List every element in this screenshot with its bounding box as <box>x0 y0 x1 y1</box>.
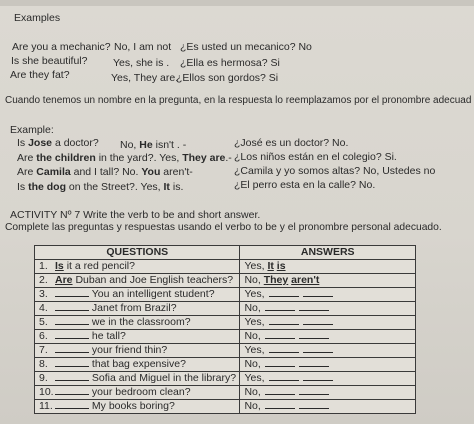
example-es-1: ¿Es usted un mecanico? No <box>180 41 312 53</box>
question-cell: 2. Are Duban and Joe English teachers? <box>35 274 240 288</box>
table-row <box>35 260 416 274</box>
verb-blank[interactable] <box>299 358 329 367</box>
question-cell[interactable]: 8. that bag expensive? <box>35 358 240 372</box>
page-edge <box>0 0 474 6</box>
pronoun-blank[interactable] <box>265 302 295 311</box>
verb-blank[interactable] <box>55 330 89 339</box>
answer-cell[interactable]: Yes, <box>240 372 416 386</box>
activity-title: ACTIVITY Nº 7 Write the verb to be and short answer. <box>10 209 261 221</box>
example-a-1: No, I am not <box>114 41 172 53</box>
question-cell[interactable]: 6. he tall? <box>35 330 240 344</box>
answer-cell[interactable]: No, <box>240 400 416 414</box>
table-row <box>35 274 416 288</box>
pronoun-blank[interactable] <box>269 344 299 353</box>
table-row <box>35 358 416 372</box>
answer-cell[interactable]: No, <box>240 358 416 372</box>
answer-cell[interactable]: No, <box>240 386 416 400</box>
example-q-2: Is she beautiful? <box>11 55 88 67</box>
example2-es-4: ¿El perro esta en la calle? No. <box>234 179 376 191</box>
verb-blank[interactable] <box>55 372 89 381</box>
table-row <box>35 330 416 344</box>
example2-row-2: Are the children in the yard?. Yes, They are.- <box>17 152 232 164</box>
answer-cell[interactable]: Yes, It is <box>240 260 416 274</box>
pronoun-blank[interactable] <box>265 400 295 409</box>
verb-blank[interactable] <box>299 386 329 395</box>
example2-row-3: Are Camila and I tall? No. You aren't- <box>17 166 193 178</box>
example-a-2: Yes, she is . <box>113 57 170 69</box>
questions-answers-table <box>34 245 416 414</box>
example-a-3: Yes, They are. <box>111 72 179 84</box>
verb-blank[interactable] <box>299 400 329 409</box>
table-row <box>35 386 416 400</box>
verb-blank[interactable] <box>303 344 333 353</box>
table-row <box>35 302 416 316</box>
example2-es-3: ¿Camila y yo somos altas? No, Ustedes no <box>234 165 436 177</box>
example2-row-1: Is Jose a doctor? <box>17 137 99 149</box>
verb-blank[interactable] <box>299 302 329 311</box>
table-row <box>35 316 416 330</box>
table-row <box>35 372 416 386</box>
answer-cell[interactable]: Yes, <box>240 344 416 358</box>
verb-blank[interactable] <box>55 386 89 395</box>
verb-blank[interactable] <box>299 330 329 339</box>
pronoun-blank[interactable] <box>265 358 295 367</box>
example2-row-4: Is the dog on the Street?. Yes, It is. <box>17 181 184 193</box>
question-cell[interactable]: 3. You an intelligent student? <box>35 288 240 302</box>
question-cell[interactable]: 10. your bedroom clean? <box>35 386 240 400</box>
question-cell[interactable]: 9. Sofia and Miguel in the library? <box>35 372 240 386</box>
question-cell[interactable]: 11. My books boring? <box>35 400 240 414</box>
example-es-3: ¿Ellos son gordos? Si <box>176 72 279 84</box>
verb-blank[interactable] <box>55 344 89 353</box>
pronoun-blank[interactable] <box>269 316 299 325</box>
table-row <box>35 344 416 358</box>
verb-blank[interactable] <box>55 316 89 325</box>
activity-instruction: Complete las preguntas y respuestas usando el verbo to be y el pronombre personal adecuado. <box>5 222 442 233</box>
answer-cell[interactable]: No, They aren't <box>240 274 416 288</box>
example-q-1: Are you a mechanic? <box>12 41 111 53</box>
rule-text: Cuando tenemos un nombre en la pregunta, en la respuesta lo reemplazamos por el pronombre adecuad <box>5 95 472 106</box>
pronoun-blank[interactable] <box>269 288 299 297</box>
table-row <box>35 288 416 302</box>
table-header-row <box>35 246 416 260</box>
verb-blank[interactable] <box>55 302 89 311</box>
pronoun-blank[interactable] <box>265 330 295 339</box>
example-label: Example: <box>10 124 54 136</box>
table-row <box>35 400 416 414</box>
verb-blank[interactable] <box>55 400 89 409</box>
example2-es-2: ¿Los niños están en el colegio? Si. <box>234 151 397 163</box>
verb-blank[interactable] <box>55 358 89 367</box>
examples-title: Examples <box>14 12 61 24</box>
answer-cell[interactable]: Yes, <box>240 316 416 330</box>
example-es-2: ¿Ella es hermosa? Si <box>180 57 280 69</box>
verb-blank[interactable] <box>303 316 333 325</box>
pronoun-blank[interactable] <box>265 386 295 395</box>
questions-header: QUESTIONS <box>35 246 240 260</box>
verb-blank[interactable] <box>303 288 333 297</box>
pronoun-blank[interactable] <box>269 372 299 381</box>
example2-es-1: ¿José es un doctor? No. <box>234 137 349 149</box>
example-q-3: Are they fat? <box>10 69 70 81</box>
verb-blank[interactable] <box>55 288 89 297</box>
answer-cell[interactable]: No, <box>240 302 416 316</box>
answer-cell[interactable]: Yes, <box>240 288 416 302</box>
verb-blank[interactable] <box>303 372 333 381</box>
answers-header: ANSWERS <box>240 246 416 260</box>
question-cell[interactable]: 5. we in the classroom? <box>35 316 240 330</box>
question-cell[interactable]: 4. Janet from Brazil? <box>35 302 240 316</box>
question-cell: 1. Is it a red pencil? <box>35 260 240 274</box>
answer-cell[interactable]: No, <box>240 330 416 344</box>
example2-answer-1: No, He isn't . - <box>120 139 187 151</box>
question-cell[interactable]: 7. your friend thin? <box>35 344 240 358</box>
